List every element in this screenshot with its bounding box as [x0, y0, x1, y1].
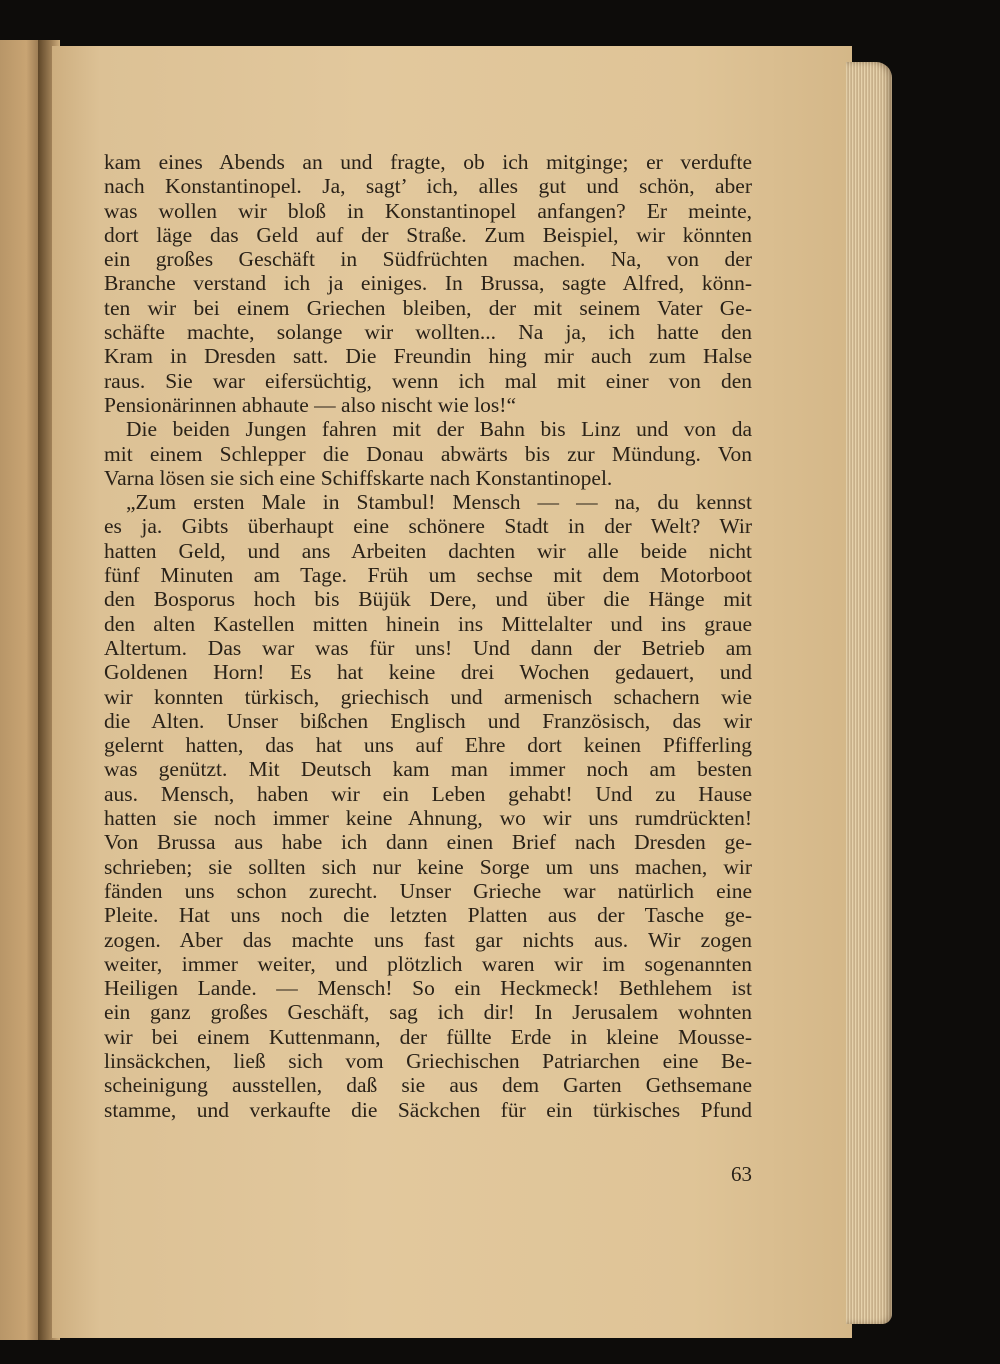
- text-line: die Alten. Unser bißchen Englisch und Französisch, das wir: [104, 708, 752, 733]
- text-line: wir bei einem Kuttenmann, der füllte Erde in kleine Mousse-: [104, 1024, 752, 1049]
- text-line: Goldenen Horn! Es hat keine drei Wochen gedauert, und: [104, 660, 752, 685]
- text-line: ten wir bei einem Griechen bleiben, der mit seinem Vater Ge-: [104, 295, 752, 320]
- text-line: ein großes Geschäft in Südfrüchten machen. Na, von der: [104, 247, 752, 272]
- text-line: dort läge das Geld auf der Straße. Zum Beispiel, wir könnten: [104, 222, 752, 247]
- text-line: „Zum ersten Male in Stambul! Mensch — — na, du kennst: [126, 490, 752, 515]
- text-line: ein ganz großes Geschäft, sag ich dir! In Jerusalem wohnten: [104, 1000, 752, 1025]
- text-line: fänden uns schon zurecht. Unser Grieche war natürlich eine: [104, 878, 752, 903]
- text-line: schrieben; sie sollten sich nur keine Sorge um uns machen, wir: [104, 854, 752, 879]
- text-line: wir konnten türkisch, griechisch und armenisch schachern wie: [104, 684, 752, 709]
- text-line: zogen. Aber das machte uns fast gar nichts aus. Wir zogen: [104, 927, 752, 952]
- text-line: Die beiden Jungen fahren mit der Bahn bis Linz und von da: [126, 417, 752, 442]
- text-line: schäfte machte, solange wir wollten... Na ja, ich hatte den: [104, 320, 752, 345]
- page-number: 63: [731, 1162, 752, 1186]
- text-line: Heiligen Lande. — Mensch! So ein Heckmeck! Bethlehem ist: [104, 976, 752, 1001]
- text-line: kam eines Abends an und fragte, ob ich mitginge; er verdufte: [104, 150, 752, 174]
- text-line: Kram in Dresden satt. Die Freundin hing mir auch zum Halse: [104, 344, 752, 369]
- text-line: Pensionärinnen abhaute — also nischt wie los!“: [104, 392, 516, 417]
- text-line: fünf Minuten am Tage. Früh um sechse mit dem Motorboot: [104, 563, 752, 588]
- text-line: aus. Mensch, haben wir ein Leben gehabt! Und zu Hause: [104, 781, 752, 806]
- text-line: was wollen wir bloß in Konstantinopel anfangen? Er meinte,: [104, 198, 752, 223]
- text-line: es ja. Gibts überhaupt eine schönere Stadt in der Welt? Wir: [104, 514, 752, 539]
- text-line: Altertum. Das war was für uns! Und dann der Betrieb am: [104, 635, 752, 660]
- text-line: den Bosporus hoch bis Büjük Dere, und über die Hänge mit: [104, 587, 752, 612]
- text-line: gelernt hatten, das hat uns auf Ehre dort keinen Pfifferling: [104, 733, 752, 758]
- text-line: linsäckchen, ließ sich vom Griechischen Patriarchen eine Be-: [104, 1048, 752, 1073]
- text-line: hatten sie noch immer keine Ahnung, wo wir uns rumdrückten!: [104, 806, 752, 831]
- text-line: Branche verstand ich ja einiges. In Brussa, sagte Alfred, könn-: [104, 271, 752, 296]
- page-edges: [846, 62, 892, 1324]
- text-line: scheinigung ausstellen, daß sie aus dem Garten Gethsemane: [104, 1073, 752, 1098]
- text-line: raus. Sie war eifersüchtig, wenn ich mal mit einer von den: [104, 368, 752, 393]
- text-line: stamme, und verkaufte die Säckchen für ein türkisches Pfund: [104, 1097, 752, 1122]
- text-line: Varna lösen sie sich eine Schiffskarte nach Konstantinopel.: [104, 465, 613, 490]
- text-line: den alten Kastellen mitten hinein ins Mittelalter und ins graue: [104, 611, 752, 636]
- text-line: mit einem Schlepper die Donau abwärts bis zur Mündung. Von: [104, 441, 752, 466]
- page-text: [104, 150, 752, 1122]
- text-line: Von Brussa aus habe ich dann einen Brief nach Dresden ge-: [104, 830, 752, 855]
- text-line: nach Konstantinopel. Ja, sagt’ ich, alles gut und schön, aber: [104, 174, 752, 199]
- text-line: Pleite. Hat uns noch die letzten Platten aus der Tasche ge-: [104, 903, 752, 928]
- text-line: was genützt. Mit Deutsch kam man immer noch am besten: [104, 757, 752, 782]
- text-line: hatten Geld, und ans Arbeiten dachten wir alle beide nicht: [104, 538, 752, 563]
- text-line: weiter, immer weiter, und plötzlich waren wir im sogenannten: [104, 951, 752, 976]
